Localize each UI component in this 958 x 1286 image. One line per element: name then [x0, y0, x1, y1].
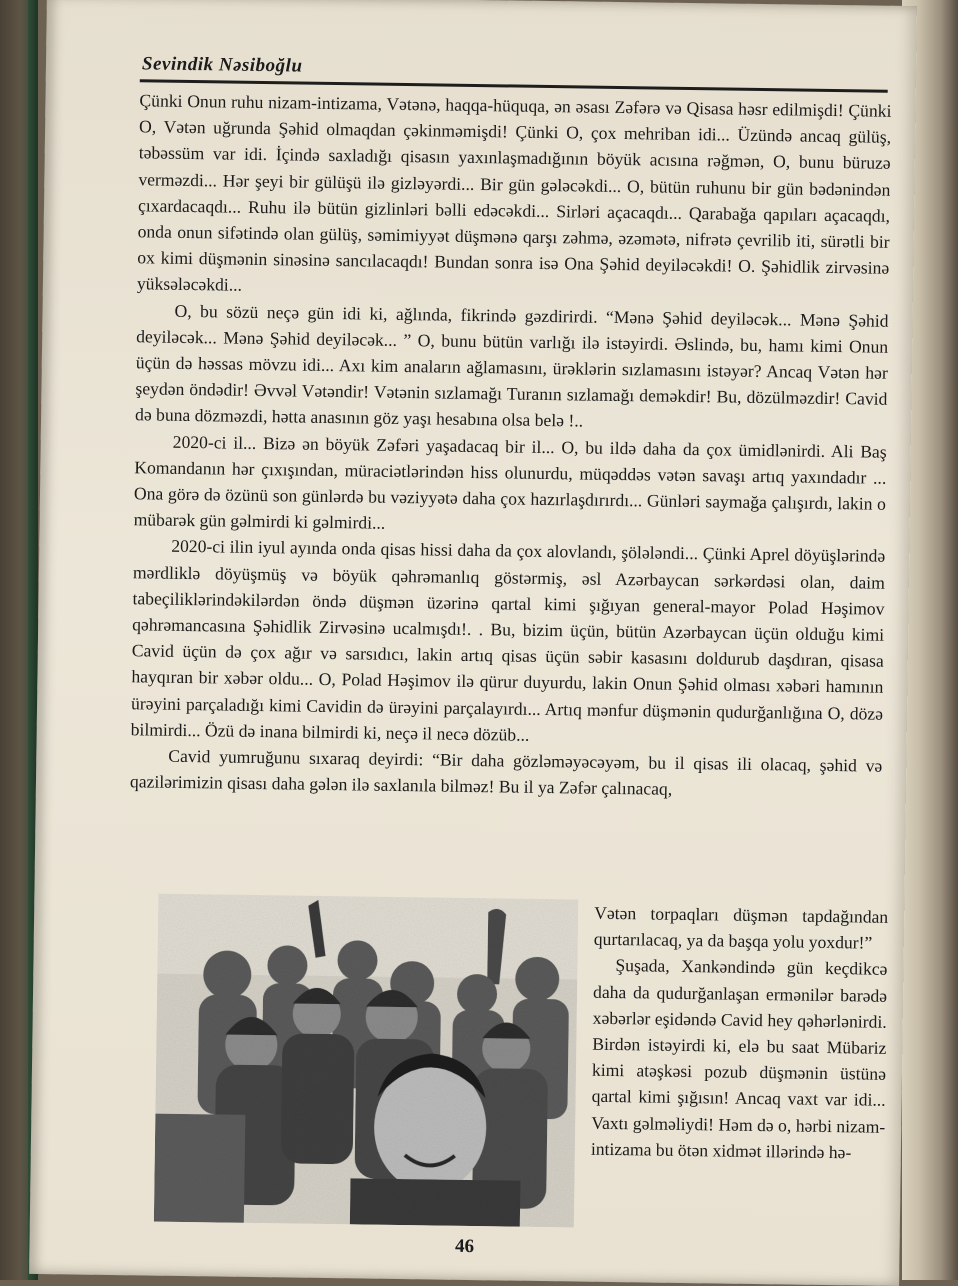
paragraph: 2020-ci il... Bizə ən böyük Zəfəri yaşadacaq bir il... O, bu ildə daha da çox ümidlənirdi. Ali Baş Komandanın hər çıxışından, müraciətlərindən hiss olunurdu, müqəddəs vətən savaşı artıq yaxındadır ... Ona görə də özünü son günlərdə bu vəziyyətə daha çox hazırlaşdırırdı... Günləri saymağa çalışırdı, lakin o mübarək gün gəlmirdi ki gəlmirdi...: [133, 431, 887, 534]
paragraph: O, bu sözü neçə gün idi ki, ağlında, fikrində gəzdirirdi. “Mənə Şəhid deyiləcək... Mənə Şəhid deyiləcək... Mənə Şəhid deyiləcək... ” O, bunu bütün varlığı ilə istəyirdi. Əslində, bu, hamı kimi Onun üçün də həssas mövzu idi... Axı kim anaların ağlamasını, ürəklərin sızlamasını istəyər? Ancaq Vətən hər şeydən öndədir! Əvvəl Vətəndir! Vətənin sızlamağı Turanın sızlamağı deməkdir! Bu, dözülməzdir! Cavid də buna dözməzdi, hətta anasının göz yaşı hesabına olsa belə !..: [134, 300, 889, 431]
paragraph: Şuşada, Xankəndində gün keçdikcə daha da qudurğanlaşan ermənilər barədə xəbərlər eşidəndə Cavid hey qəhərlənirdi. Birdən istəyirdi ki, elə bu saat Mübariz kimi atəşkəsi pozub düşmənin üstünə qartal kimi şığısın! Ancaq vaxt var idi... Vaxtı gəlməliydi! Həm də o, hərbi nizam-intizama bu ötən xidmət illərində hə-: [590, 955, 888, 1163]
paragraph: 2020-ci ilin iyul ayında onda qisas hissi daha da çox alovlandı, şölələndi... Çünki Aprel döyüşlərində mərdliklə döyüşmüş və böyük qəhrəmanlıq göstərmiş, əsl Azərbaycan sərkərdəsi olan, daim tabeçiliklərindəkilərdən öndə düşmən üzərinə qartal kimi şığıyan general-mayor Polad Həşimov qəhrəmancasına Şəhidlik Zirvəsinə ucalmışdı!. . Bu, bizim üçün, bütün Azərbaycan üçün olduğu kimi Cavid üçün də çox ağır və sarsıdıcı, lakin artıq qisas üçün səbir kasasını doldurub daşdıran, qisasa hayqıran bir xəbər oldu... O, Polad Həşimov ilə qürur duyurdu, lakin Onun Şəhid olması xəbəri hamının ürəyini parçaladığı kimi Cavidin də ürəyini parçalayırdı... Artıq mənfur düşmənin qudurğanlığına O, dözə bilmirdi... Özü də inana bilmirdi ki, neçə il necə dözüb...: [130, 536, 886, 745]
paragraph: Vətən torpaqları düşmən tapdağından qurtarılacaq, ya da başqa yolu yoxdur!”: [593, 902, 889, 953]
paragraph: Çünki Onun ruhu nizam-intizama, Vətənə, haqqa-hüquqa, ən əsası Zəfərə və Qisasa həsr edilmişdi! Çünki O, Vətən uğrunda Şəhid olmaqdan çəkinməmişdi! Çünki O, çox mehriban idi... Üzündə ancaq gülüş, təbəssüm var idi. İçində saxladığı qisasın yaxınlaşmadığının böyük acısına rəğmən, O, bunu büruzə verməzdi... Hər şeyi bir gülüşü ilə gizləyərdi... Bir gün gələcəkdi... O, bütün ruhunu bir gün bədənindən çıxardacaqdı... Ruhu ilə bütün gizlinləri bəlli edəcəkdi... Sirləri açacaqdı... Qarabağa qapıları açacaqdı, onda onun sifətində olan gülüş, səmimiyyət düşmənə qarşı zəhmə, əzəmətə, nifrətə çevrilib iti, sürətli bir ox kimi düşmənin sinəsinə sancılacaqdı! Bundan sonra isə Ona Şəhid deyiləcəkdi! O. Şəhidlik zirvəsinə yüksələcəkdi...: [136, 90, 892, 296]
paragraph: Cavid yumruğunu sıxaraq deyirdi: “Bir daha gözləməyəcəyəm, bu il qisas ili olacaq, şəhid və qazilərimizin qisası daha gələn ilə saxlanıla bilməz! Bu il ya Zəfər çalınacaq,: [129, 745, 883, 800]
running-header-author: Sevindik Nəsiboğlu: [141, 53, 303, 77]
soldiers-group-photo-icon: [154, 894, 579, 1228]
soldiers-photo: [154, 894, 579, 1228]
page-number: 46: [454, 1235, 475, 1258]
wrapped-text-column: [591, 900, 889, 1166]
book-page: [29, 0, 917, 1286]
body-text: [130, 87, 892, 805]
